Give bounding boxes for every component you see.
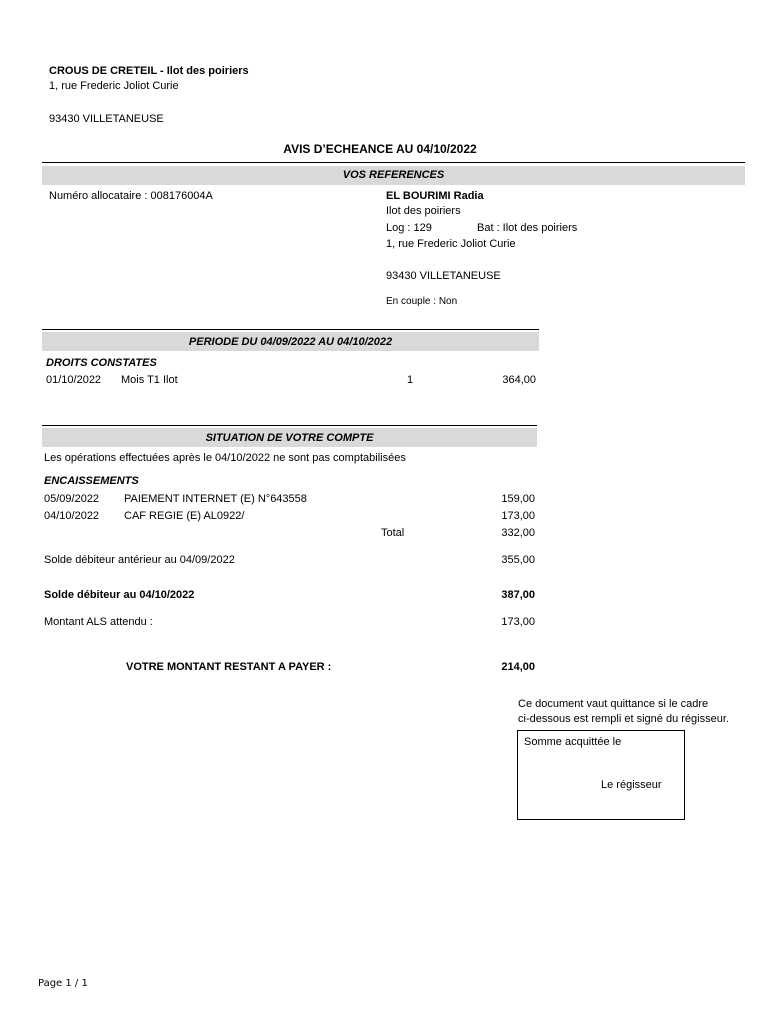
period-rule	[42, 329, 539, 330]
total-label: Total	[381, 527, 405, 539]
payment-date-1: 05/09/2022	[44, 493, 100, 505]
issuer-name: CROUS DE CRETEIL - Ilot des poiriers	[49, 65, 249, 77]
encaissements-label: ENCAISSEMENTS	[44, 475, 139, 487]
als-amount: 173,00	[501, 616, 535, 628]
receipt-note-line2: ci-dessous est rempli et signé du régisseur.	[518, 713, 729, 725]
previous-balance-label: Solde débiteur antérieur au 04/09/2022	[44, 554, 235, 566]
tenant-name: EL BOURIMI Radia	[386, 190, 484, 202]
document-title: AVIS D’ECHEANCE AU 04/10/2022	[283, 142, 477, 156]
tenant-street: 1, rue Frederic Joliot Curie	[386, 238, 516, 250]
receipt-box	[517, 730, 685, 820]
remaining-amount: 214,00	[501, 661, 535, 673]
payment-label-2: CAF REGIE (E) AL0922/	[124, 510, 245, 522]
previous-balance-amount: 355,00	[501, 554, 535, 566]
payment-amount-2: 173,00	[501, 510, 535, 522]
balance-amount: 387,00	[501, 589, 535, 601]
droit-amount: 364,00	[502, 374, 536, 386]
droit-label: Mois T1 Ilot	[121, 374, 178, 386]
receipt-note-line1: Ce document vaut quittance si le cadre	[518, 698, 709, 710]
payment-label-1: PAIEMENT INTERNET (E) N°643558	[124, 493, 307, 505]
issuer-street: 1, rue Frederic Joliot Curie	[49, 80, 179, 92]
allocataire-number: Numéro allocataire : 008176004A	[49, 190, 213, 202]
account-rule	[42, 425, 537, 426]
account-note: Les opérations effectuées après le 04/10/2022 ne sont pas comptabilisées	[44, 452, 406, 464]
als-label: Montant ALS attendu :	[44, 616, 153, 628]
payment-date-2: 04/10/2022	[44, 510, 100, 522]
tenant-residence: Ilot des poiriers	[386, 205, 461, 217]
tenant-bat: Bat : Ilot des poiriers	[477, 222, 578, 234]
tenant-city: 93430 VILLETANEUSE	[386, 270, 501, 282]
issuer-city: 93430 VILLETANEUSE	[49, 113, 164, 125]
droits-constates-label: DROITS CONSTATES	[46, 357, 157, 369]
title-rule	[42, 162, 745, 163]
tenant-log: Log : 129	[386, 222, 432, 234]
page-number: Page 1 / 1	[38, 978, 88, 989]
remaining-label: VOTRE MONTANT RESTANT A PAYER :	[126, 661, 332, 673]
balance-label: Solde débiteur au 04/10/2022	[44, 589, 195, 601]
payment-amount-1: 159,00	[501, 493, 535, 505]
receipt-signer-label: Le régisseur	[601, 779, 662, 791]
droit-qty: 1	[407, 374, 414, 386]
total-amount: 332,00	[501, 527, 535, 539]
receipt-paid-label: Somme acquittée le	[524, 736, 622, 748]
period-header: PERIODE DU 04/09/2022 AU 04/10/2022	[188, 336, 393, 348]
tenant-couple: En couple : Non	[386, 296, 458, 307]
references-header: VOS REFERENCES	[342, 169, 445, 181]
account-header: SITUATION DE VOTRE COMPTE	[205, 432, 374, 444]
droit-date: 01/10/2022	[46, 374, 102, 386]
